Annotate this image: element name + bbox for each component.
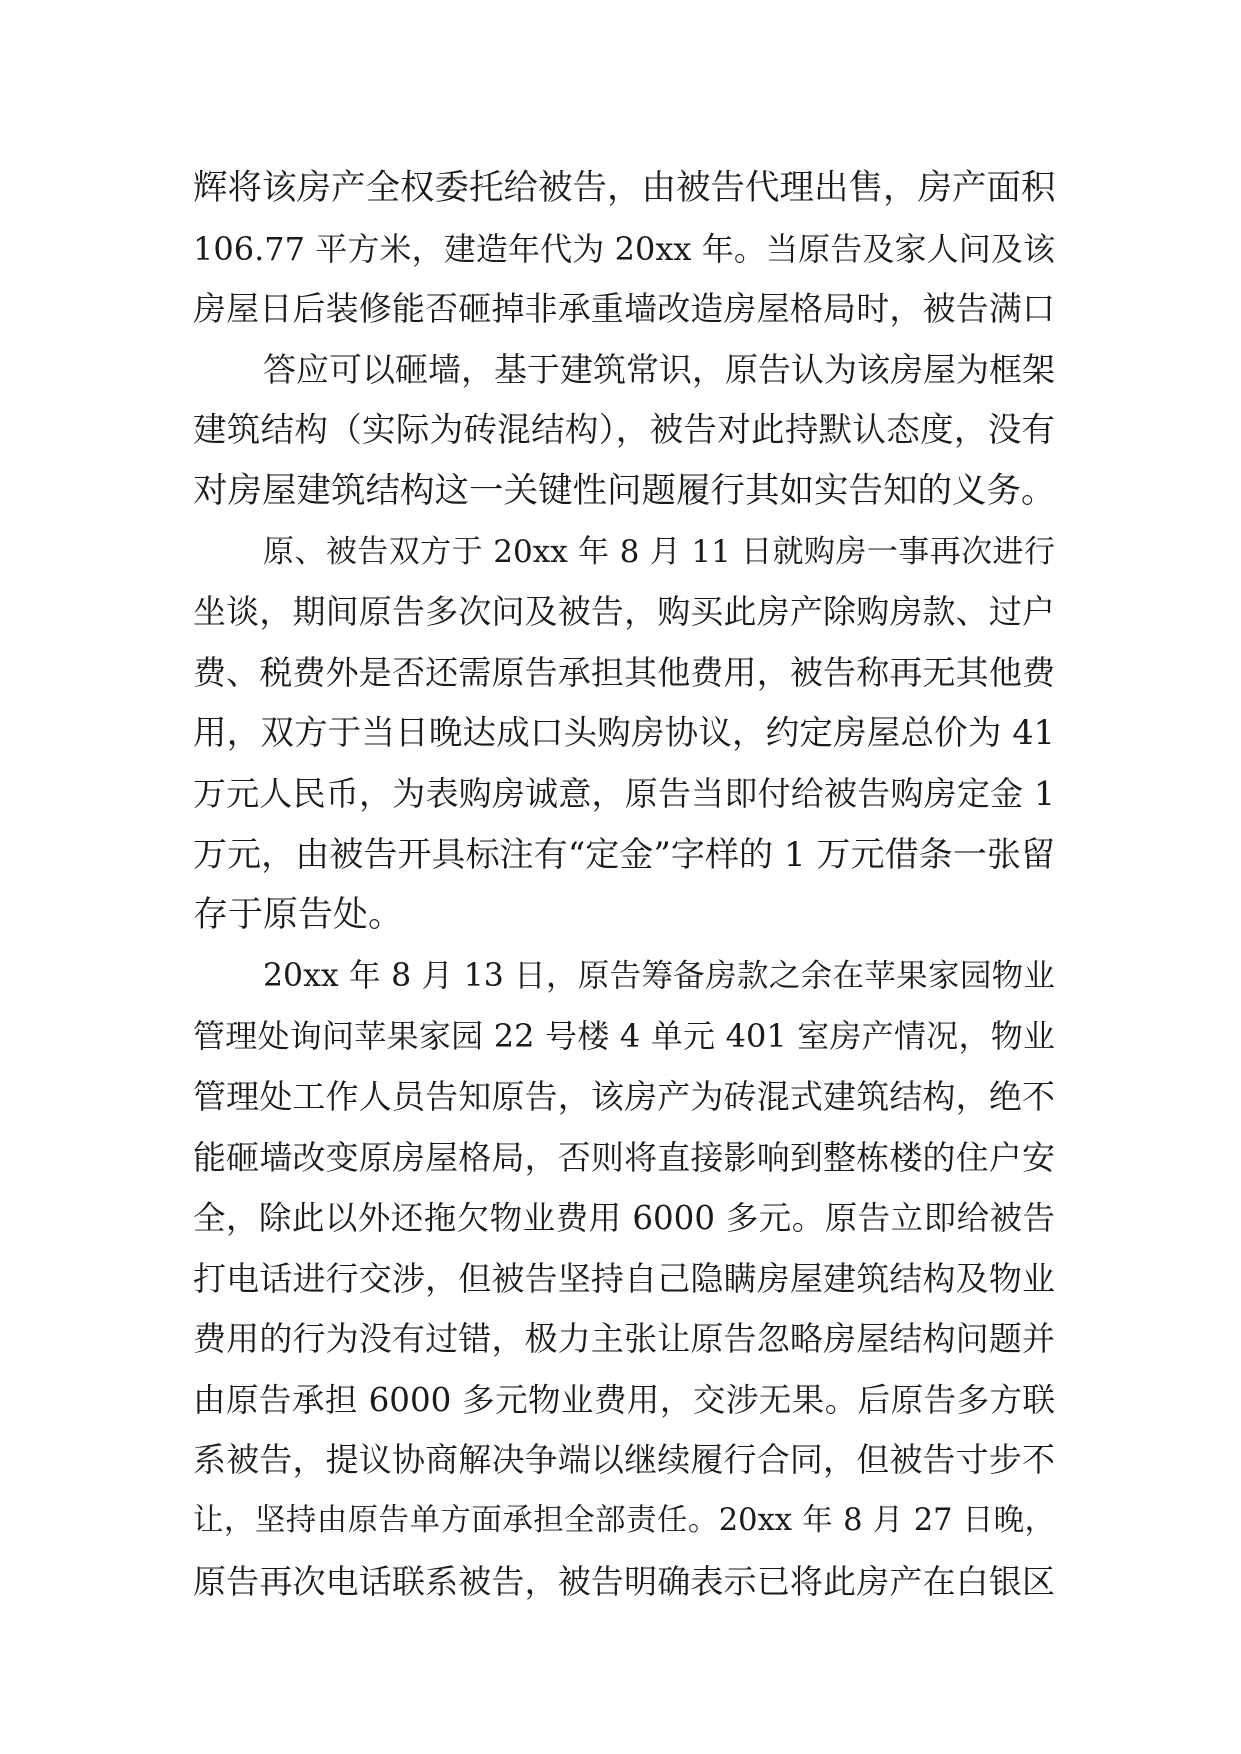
text-line: 管理处询问苹果家园 22 号楼 4 单元 401 室房产情况，物业 — [193, 1017, 1055, 1056]
text-line: 管理处工作人员告知原告，该房产为砖混式建筑结构，绝不 — [193, 1076, 1055, 1116]
text-line: 万元人民币，为表购房诚意，原告当即付给被告购房定金 1 — [193, 773, 1055, 813]
text-line: 系被告，提议协商解决争端以继续履行合同，但被告寸步不 — [193, 1440, 1055, 1480]
text-line: 坐谈，期间原告多次问及被告，购买此房产除购房款、过户 — [193, 592, 1055, 632]
text-line: 房屋日后装修能否砸掉非承重墙改造房屋格局时，被告满口 — [193, 289, 1055, 329]
text-line: 106.77 平方米，建造年代为 20xx 年。当原告及家人问及该 — [193, 229, 1055, 268]
text-line: 由原告承担 6000 多元物业费用，交涉无果。后原告多方联 — [193, 1380, 1055, 1419]
text-line: 全，除此以外还拖欠物业费用 6000 多元。原告立即给被告 — [193, 1199, 1055, 1238]
text-line: 存于原告处。 — [193, 895, 404, 936]
text-line: 费用的行为没有过错，极力主张让原告忽略房屋结构问题并 — [193, 1319, 1055, 1359]
text-line: 原告再次电话联系被告，被告明确表示已将此房产在白银区 — [193, 1561, 1055, 1601]
text-line: 万元，由被告开具标注有“定金”字样的 1 万元借条一张留 — [193, 834, 1055, 875]
text-line: 让，坚持由原告单方面承担全部责任。20xx 年 8 月 27 日晚， — [193, 1503, 1055, 1539]
text-line: 能砸墙改变原房屋格局，否则将直接影响到整栋楼的住户安 — [193, 1137, 1055, 1177]
text-line: 20xx 年 8 月 13 日，原告筹备房款之余在苹果家园物业 — [263, 957, 1055, 994]
text-line: 建筑结构（实际为砖混结构），被告对此持默认态度，没有 — [193, 410, 1055, 450]
text-line: 用，双方于当日晚达成口头购房协议，约定房屋总价为 41 — [193, 713, 1055, 753]
text-line: 原、被告双方于 20xx 年 8 月 11 日就购房一事再次进行 — [263, 533, 1055, 570]
text-line: 对房屋建筑结构这一关键性问题履行其如实告知的义务。 — [193, 470, 1056, 511]
text-line: 辉将该房产全权委托给被告，由被告代理出售，房产面积 — [193, 168, 1056, 208]
document-body — [193, 158, 1055, 1612]
text-line: 答应可以砸墙，基于建筑常识，原告认为该房屋为框架 — [263, 349, 1055, 389]
text-line: 费、税费外是否还需原告承担其他费用，被告称再无其他费 — [193, 652, 1055, 692]
text-line: 打电话进行交涉，但被告坚持自己隐瞒房屋建筑结构及物业 — [193, 1258, 1055, 1298]
